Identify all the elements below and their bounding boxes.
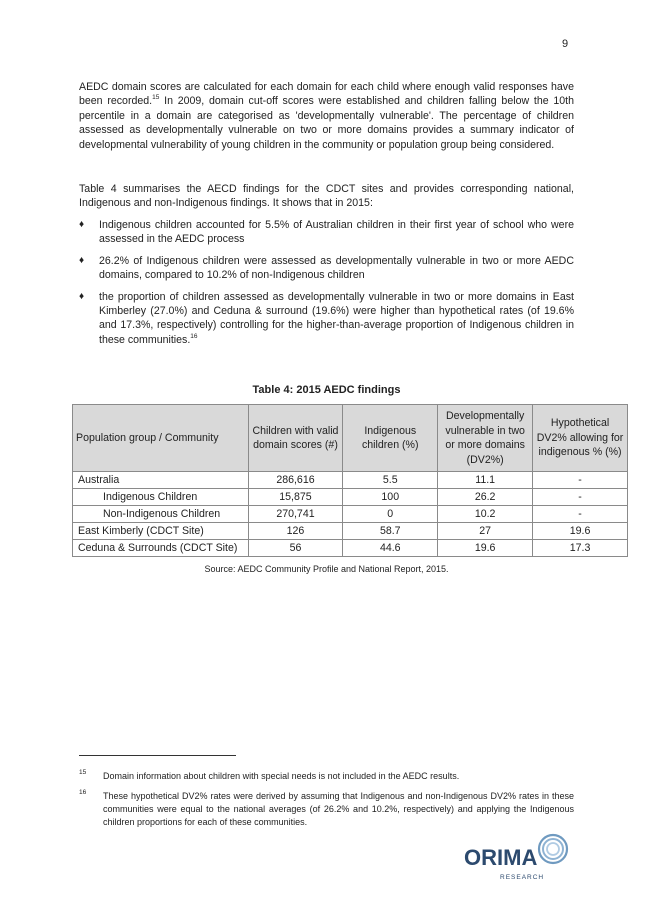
intro-paragraph	[79, 80, 574, 152]
bullet-item	[79, 290, 574, 348]
bullet-item	[79, 254, 574, 283]
diamond-bullet-icon: ♦	[79, 290, 85, 302]
table-cell: 11.1	[438, 472, 533, 489]
table-cell: 126	[248, 523, 343, 540]
table-row	[73, 489, 628, 506]
diamond-bullet-icon: ♦	[79, 219, 85, 230]
bullet-item	[79, 218, 574, 247]
table-cell: 17.3	[533, 540, 628, 557]
row-label: Indigenous Children	[73, 489, 249, 506]
table-cell: -	[533, 489, 628, 506]
footnote-separator	[79, 755, 236, 756]
bullet-text: the proportion of children assessed as developmentally vulnerable in two or more domains in East Kimberley (27.0%) and Ceduna & surround (19.6%) were higher than hypothetical rates (of 19.6% and 17.3%, respectively) controlling for the higher-than-average proportion of Indigenous children in these communities.	[99, 290, 574, 346]
table-cell: 44.6	[343, 540, 438, 557]
column-header: Developmentally vulnerable in two or more domains (DV2%)	[438, 405, 533, 472]
column-header: Indigenous children (%)	[343, 405, 438, 472]
logo-wordmark: ORIMA	[464, 845, 538, 870]
table-caption: Table 4: 2015 AEDC findings	[252, 384, 401, 396]
footnote-15	[79, 770, 574, 783]
table-cell: 19.6	[533, 523, 628, 540]
table-cell: -	[533, 506, 628, 523]
aedc-findings-table	[72, 404, 628, 557]
page-number: 9	[562, 38, 569, 50]
table-cell: 286,616	[248, 472, 343, 489]
table-cell: 10.2	[438, 506, 533, 523]
row-label: East Kimberly (CDCT Site)	[73, 523, 249, 540]
logo-rings-icon	[539, 835, 567, 863]
footnote-text: Domain information about children with special needs is not included in the AEDC results.	[103, 771, 460, 781]
intro-text-b: In 2009, domain cut-off scores were established and children falling below the 10th percentile in a domain are categorised as 'developmentally vulnerable'. The percentage of children assessed as developmentally vulnerable on two or more domains provides a summary indicator of developmental vulnerability of young children in the community or population group being considered.	[79, 95, 575, 151]
footnote-text: These hypothetical DV2% rates were derived by assuming that Indigenous and non-Indigenous DV2% rates in these communities were equal to the national averages (of 26.2% and 10.2%, respectively) and applying the Indigenous children proportions for each of these communities.	[103, 791, 574, 827]
diamond-bullet-icon: ♦	[79, 254, 85, 266]
summary-paragraph: Table 4 summarises the AECD findings for the CDCT sites and provides corresponding national, Indigenous and non-Indigenous findings. It shows that in 2015:	[79, 183, 574, 210]
intro-text-a: AEDC domain scores are calculated for each domain for each child where enough valid responses have been recorded.	[79, 81, 574, 108]
table-row	[73, 472, 628, 489]
table-source-note: Source: AEDC Community Profile and National Report, 2015.	[204, 564, 449, 574]
table-cell: 19.6	[438, 540, 533, 557]
column-header: Population group / Community	[73, 405, 249, 472]
footnote-number: 15	[79, 769, 87, 776]
bullet-text: Indigenous children accounted for 5.5% of Australian children in their first year of school who were assessed in the AEDC process	[99, 219, 574, 246]
column-header: Hypothetical DV2% allowing for indigenous % (%)	[533, 405, 628, 472]
orima-research-logo	[462, 833, 572, 883]
row-label: Non-Indigenous Children	[73, 506, 249, 523]
row-label: Ceduna & Surrounds (CDCT Site)	[73, 540, 249, 557]
table-cell: 15,875	[248, 489, 343, 506]
table-header-row	[73, 405, 628, 472]
table-cell: 56	[248, 540, 343, 557]
footnote-ref-16[interactable]: 16	[190, 332, 198, 340]
table-cell: -	[533, 472, 628, 489]
table-cell: 100	[343, 489, 438, 506]
table-cell: 5.5	[343, 472, 438, 489]
footnote-ref-15[interactable]: 15	[152, 94, 160, 102]
table-row	[73, 540, 628, 557]
footnote-16	[79, 790, 574, 829]
table-cell: 0	[343, 506, 438, 523]
bullet-text: 26.2% of Indigenous children were assessed as developmentally vulnerable in two or more AEDC domains, compared to 10.2% of non-Indigenous children	[99, 254, 574, 282]
table-cell: 27	[438, 523, 533, 540]
table-row	[73, 523, 628, 540]
table-row	[73, 506, 628, 523]
findings-bullet-list	[79, 218, 574, 354]
table-cell: 26.2	[438, 489, 533, 506]
footnote-number: 16	[79, 789, 87, 796]
table-cell: 270,741	[248, 506, 343, 523]
row-label: Australia	[73, 472, 249, 489]
table-cell: 58.7	[343, 523, 438, 540]
column-header: Children with valid domain scores (#)	[248, 405, 343, 472]
logo-subtitle: RESEARCH	[500, 874, 545, 881]
